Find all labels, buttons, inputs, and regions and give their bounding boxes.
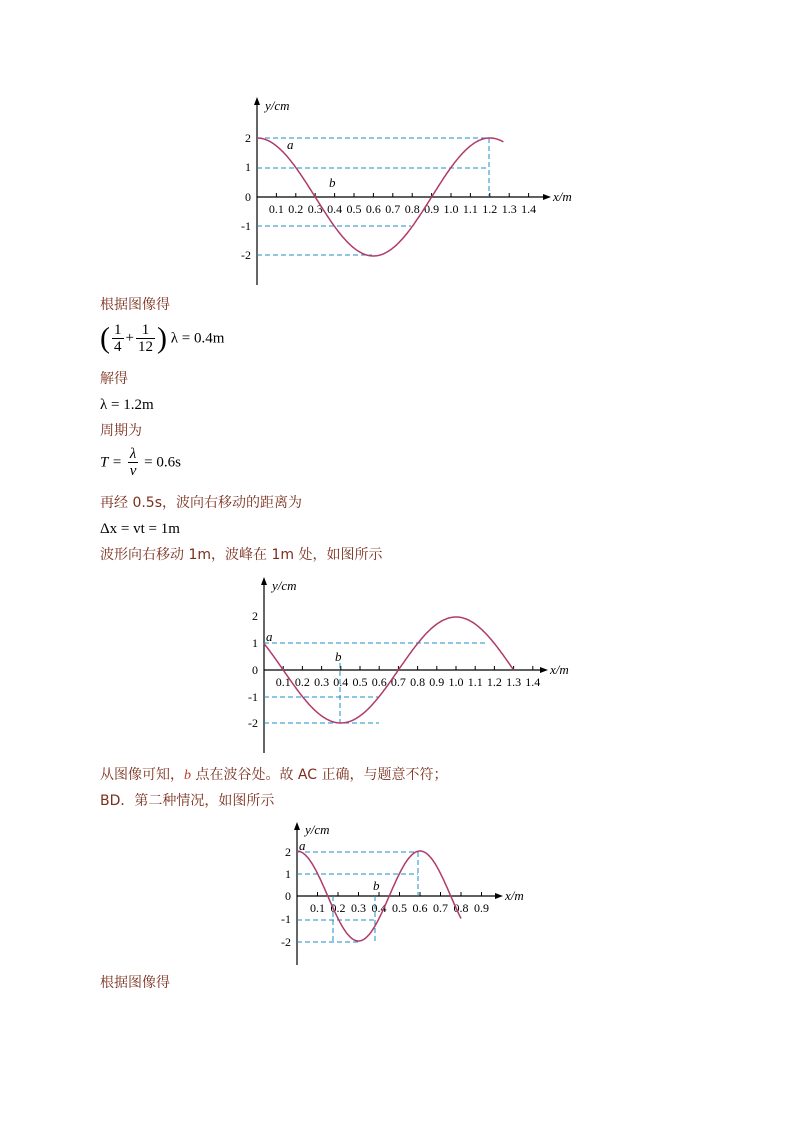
x-tick-label: 0.9 <box>474 901 489 915</box>
equation-3: T = $\frac{\lambda}{v}$ = 0.6s <box>100 446 181 479</box>
x-tick-label: 0.9 <box>429 675 445 689</box>
text-line-6: 从图像可知，b 点在波谷处。故 AC 正确，与题意不符； <box>100 767 448 783</box>
wave-graph-2-svg <box>232 575 592 755</box>
x-axis-arrow-icon <box>495 893 503 899</box>
x-tick-label: 0.4 <box>327 202 343 216</box>
y-tick: -1 <box>241 219 251 233</box>
x-axis-label: x/m <box>550 662 569 677</box>
y-axis-label: y/cm <box>265 98 290 113</box>
text-line-8: 根据图像得 <box>100 975 170 991</box>
text-line-7: BD．第二种情况，如图所示 <box>100 793 275 809</box>
text-line-1: 根据图像得 <box>100 297 170 313</box>
y-axis-label: y/cm <box>305 822 330 837</box>
y-tick: -2 <box>248 716 258 730</box>
x-tick-label: 0.1 <box>268 202 284 216</box>
x-tick-label: 0.5 <box>352 675 368 689</box>
wave-graph-3 <box>265 820 545 970</box>
x-tick-label: 0.2 <box>288 202 304 216</box>
x-tick-label: 1.2 <box>482 202 498 216</box>
x-tick-label: 0.9 <box>424 202 440 216</box>
y-axis-arrow-icon <box>294 822 300 830</box>
y-tick: 2 <box>245 131 251 145</box>
x-tick-label: 0.6 <box>412 901 428 915</box>
y-axis-label: y/cm <box>272 578 297 593</box>
wave-graph-1-svg <box>225 95 585 290</box>
equation-1-rhs: λ = 0.4m <box>170 330 225 347</box>
x-tick-label: 0.7 <box>433 901 448 915</box>
x-tick-label: 1.1 <box>462 202 478 216</box>
equation-2: λ = 1.2m <box>100 397 154 413</box>
x-axis-label: x/m <box>505 888 524 903</box>
y-tick: -1 <box>281 912 291 926</box>
x-tick-label: 0.7 <box>385 202 401 216</box>
x-tick-label: 1.0 <box>448 675 464 689</box>
fraction-1: $\frac{1}{4}$ <box>114 322 122 355</box>
wave-graph-3-svg <box>265 820 545 970</box>
x-tick-label: 1.4 <box>521 202 537 216</box>
text-line-4: 再经 0.5s，波向右移动的距离为 <box>100 495 303 511</box>
equation-1: ( $\frac{1}{4}$ + $\frac{1}{12}$ ) λ = 0.4m <box>100 321 225 355</box>
y-tick: 1 <box>285 867 291 881</box>
x-tick-label: 0.6 <box>371 675 387 689</box>
equation-4: Δx = vt = 1m <box>100 521 180 537</box>
x-tick-label: 0.2 <box>294 675 310 689</box>
x-axis-label: x/m <box>553 189 572 204</box>
x-tick-label: 1.3 <box>501 202 517 216</box>
text-line-2: 解得 <box>100 371 128 387</box>
wave-graph-2 <box>232 575 592 755</box>
fraction-3: $\frac{\lambda}{v}$ <box>129 446 137 479</box>
x-tick-label: 0.8 <box>410 675 426 689</box>
x-tick-label: 0.3 <box>314 675 330 689</box>
point-b-label: b <box>329 175 336 190</box>
x-tick-label: 0.5 <box>392 901 407 915</box>
y-tick: 1 <box>252 636 258 650</box>
paren-right: ) <box>156 321 167 355</box>
x-tick-label: 0.2 <box>330 901 346 915</box>
y-tick: 2 <box>285 845 291 859</box>
y-axis-arrow-icon <box>254 97 260 105</box>
wave-graph-1 <box>225 95 585 290</box>
y-axis-arrow-icon <box>261 577 267 585</box>
x-tick-label: 0.4 <box>371 901 387 915</box>
fraction-2: $\frac{1}{12}$ <box>137 322 153 355</box>
point-a-label: a <box>287 137 294 152</box>
y-tick: 2 <box>252 609 258 623</box>
y-tick: 0 <box>252 663 258 677</box>
x-axis-arrow-icon <box>540 667 548 673</box>
x-tick-label: 1.0 <box>443 202 459 216</box>
x-axis-arrow-icon <box>543 194 551 200</box>
x-tick-label: 0.1 <box>310 901 325 915</box>
point-b-label: b <box>335 649 342 664</box>
text-line-3: 周期为 <box>100 423 142 439</box>
x-tick-label: 0.6 <box>365 202 381 216</box>
y-tick: -2 <box>241 248 251 262</box>
x-tick-label: 1.4 <box>525 675 541 689</box>
y-tick: 1 <box>245 160 251 174</box>
x-tick-label: 0.3 <box>351 901 366 915</box>
x-tick-label: 0.5 <box>346 202 362 216</box>
paren-left: ( <box>100 321 110 355</box>
x-tick-label: 1.2 <box>486 675 502 689</box>
guide-lines <box>297 852 418 942</box>
x-tick-label: 1.1 <box>467 675 483 689</box>
x-tick-label: 0.1 <box>275 675 291 689</box>
y-tick: -1 <box>248 690 258 704</box>
x-tick-label: 0.7 <box>390 675 406 689</box>
y-tick: -2 <box>281 935 291 949</box>
x-tick-label: 0.8 <box>404 202 420 216</box>
point-a-label: a <box>299 838 306 853</box>
point-a-label: a <box>266 629 273 644</box>
y-tick: 0 <box>285 889 291 903</box>
y-tick: 0 <box>245 190 251 204</box>
x-tick-label: 0.4 <box>333 675 349 689</box>
x-tick-label: 0.8 <box>453 901 469 915</box>
text-line-5: 波形向右移动 1m，波峰在 1m 处，如图所示 <box>100 547 383 563</box>
x-tick-label: 1.3 <box>506 675 522 689</box>
x-tick-label: 0.3 <box>307 202 323 216</box>
point-b-label: b <box>373 878 380 893</box>
